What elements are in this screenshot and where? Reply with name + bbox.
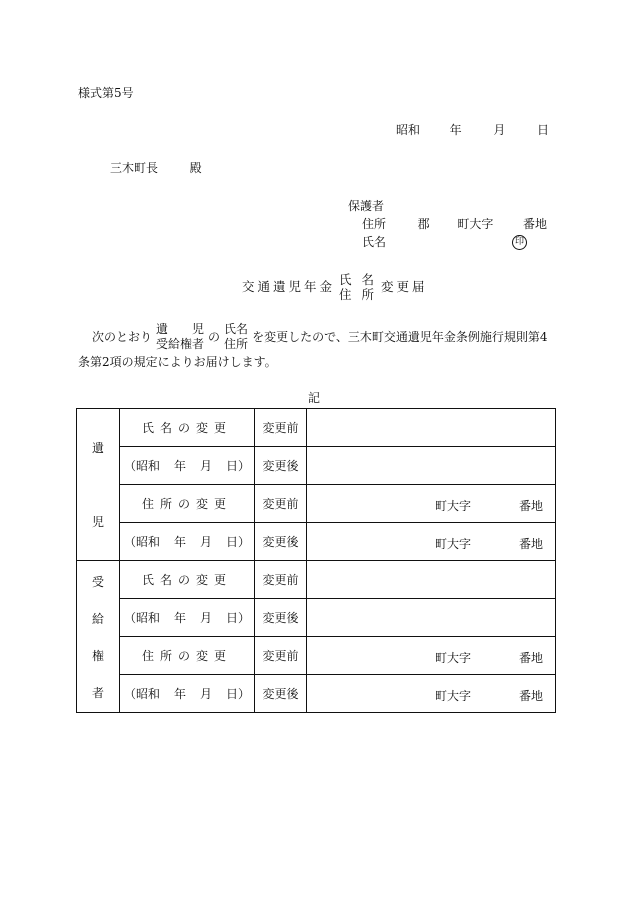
era-date (120, 599, 255, 637)
after-label: 変更後 (255, 599, 307, 637)
address-value-field[interactable] (307, 675, 556, 713)
era-open: （昭和 (123, 535, 160, 549)
body-line-2: 条第2項の規定によりお届けします。 (78, 355, 277, 369)
table-row (77, 675, 556, 713)
body-line-1 (92, 322, 547, 352)
title-stack-bottom: 住 所 (339, 287, 377, 302)
side-char: 者 (91, 685, 104, 700)
date-line (396, 124, 549, 136)
era-day: 日） (226, 611, 251, 625)
form-number: 様式第5号 (78, 86, 134, 100)
address-value-field[interactable] (307, 485, 556, 523)
document-title (242, 272, 428, 302)
title-suffix: 変更届 (381, 278, 428, 294)
era-month: 月 (200, 535, 213, 549)
title-stack (339, 272, 377, 302)
body-stack-1-top: 遺 児 (156, 322, 205, 336)
body-lead: 次のとおり (92, 330, 153, 344)
change-table (76, 408, 556, 713)
body-rest: を変更したので、三木町交通遺児年金条例施行規則第4 (252, 330, 548, 344)
before-label: 変更前 (255, 637, 307, 675)
gun-label: 郡 (417, 217, 430, 231)
town-label: 町大字 (435, 499, 472, 513)
table-row (77, 447, 556, 485)
era-day: 日） (226, 535, 251, 549)
town-label: 町大字 (435, 689, 472, 703)
table-row (77, 637, 556, 675)
value-field[interactable] (307, 599, 556, 637)
seal-mark: 印 (512, 235, 527, 250)
after-label: 変更後 (255, 447, 307, 485)
addressee-honorific: 殿 (189, 161, 202, 175)
side-char: 児 (91, 515, 104, 529)
body-stack-2 (224, 322, 248, 352)
after-label: 変更後 (255, 675, 307, 713)
date-year: 年 (449, 123, 462, 137)
era-date (120, 675, 255, 713)
table-row (77, 561, 556, 599)
child-side-cell (77, 409, 120, 561)
era-year: 年 (173, 459, 186, 473)
era-day: 日） (226, 459, 251, 473)
era-month: 月 (200, 459, 213, 473)
banchi-label: 番地 (523, 217, 548, 231)
era-open: （昭和 (123, 687, 160, 701)
value-field[interactable] (307, 447, 556, 485)
body-stack-2-top: 氏名 (224, 322, 249, 336)
name-change-label: 氏名の変更 (120, 561, 255, 599)
town-label: 町大字 (435, 537, 472, 551)
after-label: 変更後 (255, 523, 307, 561)
town-label: 町大字 (435, 651, 472, 665)
date-month: 月 (493, 123, 506, 137)
era-date (120, 523, 255, 561)
table-row (77, 409, 556, 447)
applicant-address-row (362, 218, 547, 230)
applicant-name-row (362, 236, 386, 248)
side-char: 受 (91, 574, 104, 589)
value-field[interactable] (307, 561, 556, 599)
side-char: 遺 (91, 441, 104, 455)
table-row (77, 485, 556, 523)
recipient-side-cell (77, 561, 120, 713)
table-row (77, 523, 556, 561)
before-label: 変更前 (255, 485, 307, 523)
era-open: （昭和 (123, 611, 160, 625)
era-open: （昭和 (123, 459, 160, 473)
table-row (77, 599, 556, 637)
town-label: 町大字 (457, 217, 494, 231)
ki-label: 記 (308, 391, 321, 405)
address-value-field[interactable] (307, 637, 556, 675)
title-prefix: 交通遺児年金 (242, 278, 336, 294)
banchi-label: 番地 (518, 537, 543, 551)
side-char: 給 (91, 611, 104, 626)
era-year: 年 (173, 611, 186, 625)
date-day: 日 (537, 123, 550, 137)
value-field[interactable] (307, 409, 556, 447)
before-label: 変更前 (255, 561, 307, 599)
era-month: 月 (200, 687, 213, 701)
address-change-label: 住所の変更 (120, 637, 255, 675)
era-date (120, 447, 255, 485)
name-change-label: 氏名の変更 (120, 409, 255, 447)
era-day: 日） (226, 687, 251, 701)
address-value-field[interactable] (307, 523, 556, 561)
banchi-label: 番地 (518, 689, 543, 703)
date-era: 昭和 (396, 123, 421, 137)
era-year: 年 (173, 687, 186, 701)
guardian-label: 保護者 (348, 199, 385, 213)
banchi-label: 番地 (518, 651, 543, 665)
name-label: 氏名 (362, 235, 387, 249)
address-change-label: 住所の変更 (120, 485, 255, 523)
era-year: 年 (173, 535, 186, 549)
body-particle: の (208, 330, 221, 344)
before-label: 変更前 (255, 409, 307, 447)
address-label: 住所 (362, 217, 387, 231)
title-stack-top: 氏 名 (339, 272, 377, 287)
body-stack-1 (156, 322, 204, 352)
addressee (110, 162, 202, 174)
side-char: 権 (91, 648, 104, 663)
banchi-label: 番地 (518, 499, 543, 513)
body-stack-1-bottom: 受給権者 (156, 337, 205, 351)
body-stack-2-bottom: 住所 (224, 337, 249, 351)
era-month: 月 (200, 611, 213, 625)
addressee-name: 三木町長 (110, 161, 159, 175)
